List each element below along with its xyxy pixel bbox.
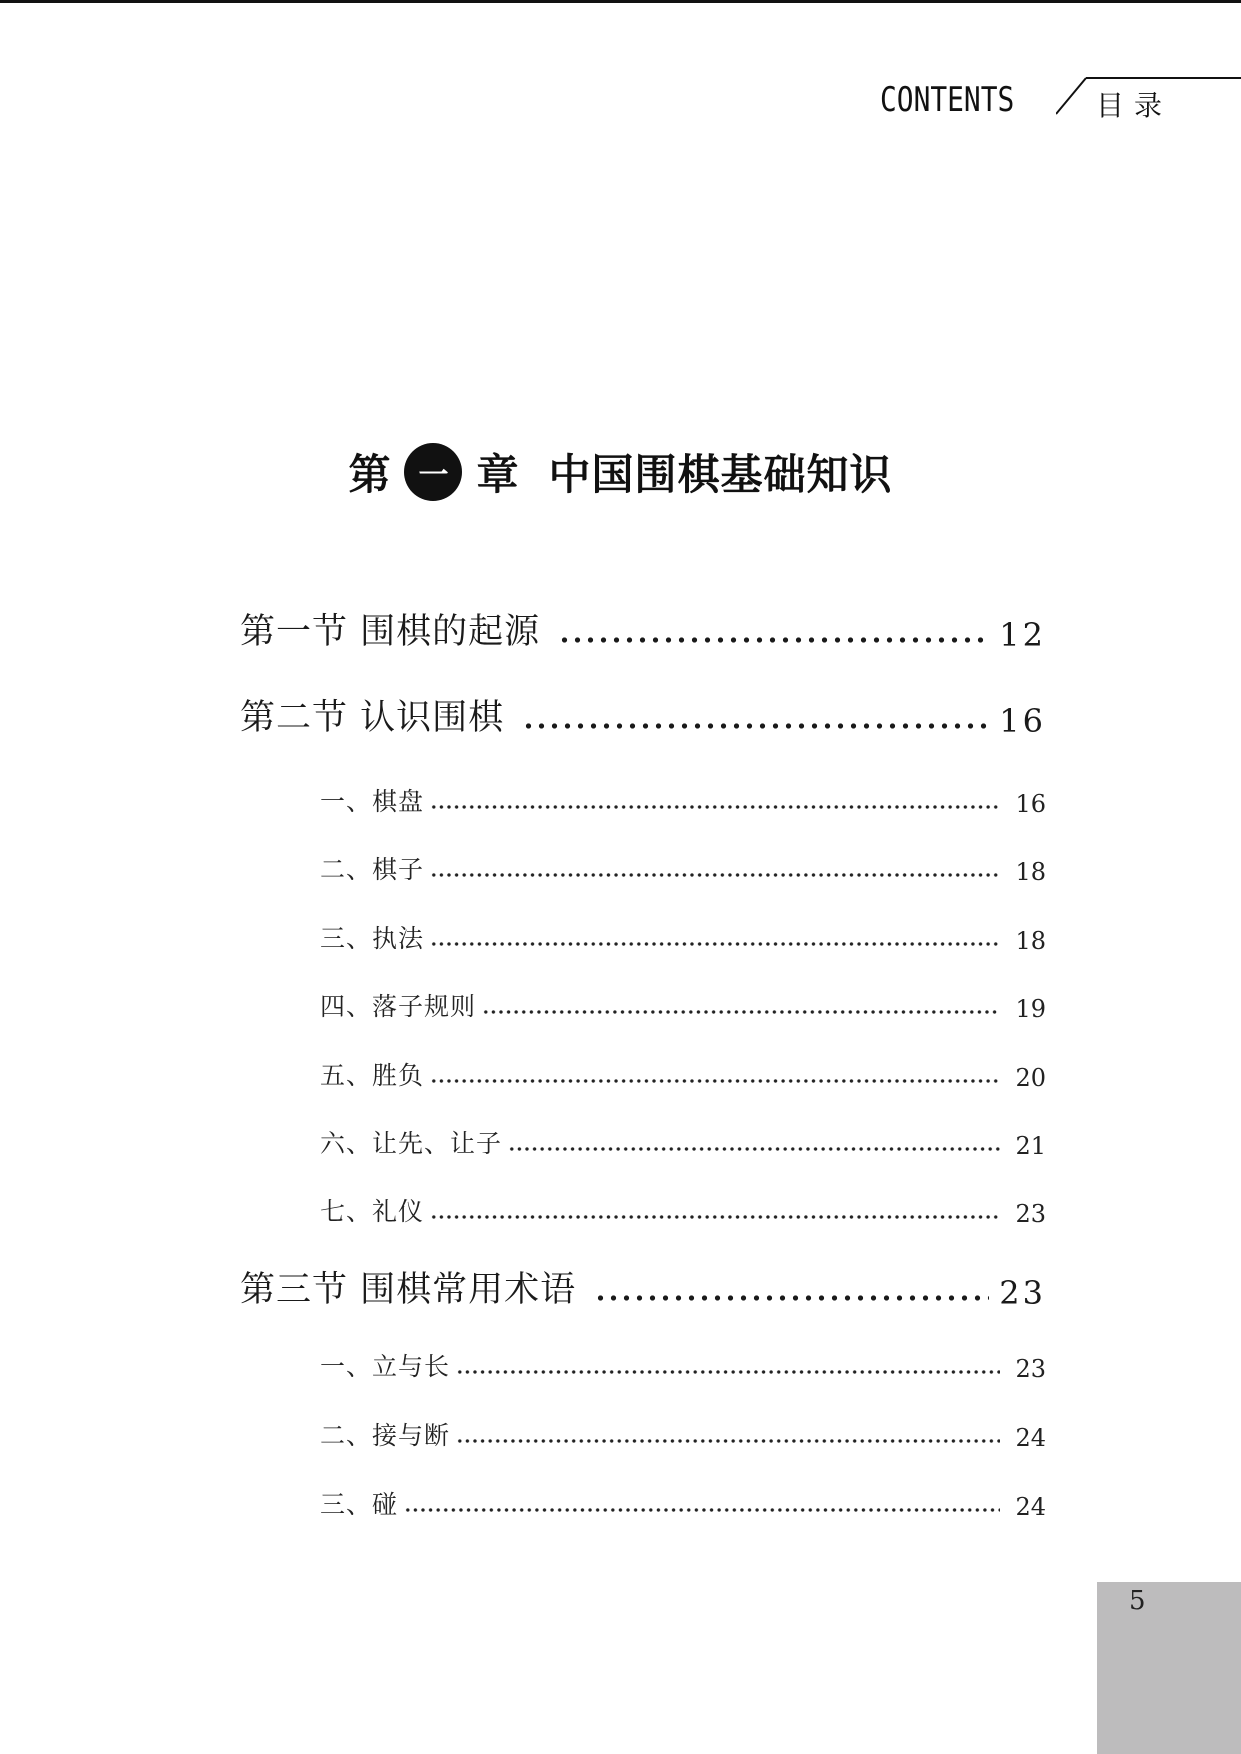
toc-entry-sub[interactable] [320, 1487, 1046, 1521]
toc-dot-leader [522, 718, 989, 734]
chapter-title: 中国围棋基础知识 [548, 450, 893, 499]
toc-entry-label: 七、礼仪 [320, 1197, 425, 1226]
toc-dot-leader [456, 1436, 1000, 1446]
toc-dot-leader [430, 939, 1000, 949]
toc-entry-label: 四、落子规则 [320, 992, 477, 1021]
toc-entry-page: 12 [999, 616, 1046, 654]
toc-entry-page: 24 [1015, 1424, 1046, 1452]
toc-dot-leader [456, 1367, 1000, 1377]
toc-entry-label: 六、让先、让子 [320, 1129, 503, 1158]
toc-entry-page: 23 [1015, 1355, 1046, 1383]
chapter-prefix: 第 [348, 450, 391, 499]
toc-entry-label: 第三节 围棋常用术语 [240, 1270, 577, 1310]
toc-entry-label: 一、棋盘 [320, 787, 425, 816]
toc-dot-leader [594, 1290, 989, 1306]
toc-entry-page: 21 [1015, 1132, 1046, 1160]
chapter-suffix: 章 [476, 450, 519, 499]
page-number-tab [1097, 1582, 1241, 1754]
toc-entry-sub[interactable] [320, 1126, 1046, 1160]
toc-dot-leader [430, 1212, 1000, 1222]
top-border-rule [0, 0, 1241, 3]
toc-entry-sub[interactable] [320, 989, 1046, 1023]
toc-entry-section[interactable] [240, 608, 1046, 654]
toc-entry-label: 第一节 围棋的起源 [240, 612, 541, 652]
toc-entry-sub[interactable] [320, 1349, 1046, 1383]
toc-entry-page: 20 [1015, 1064, 1046, 1092]
toc-dot-leader [430, 802, 1000, 812]
header-contents-cn: 目录 [1096, 89, 1173, 122]
toc-entry-label: 第二节 认识围棋 [240, 698, 505, 738]
toc-dot-leader [482, 1007, 1000, 1017]
toc-entry-sub[interactable] [320, 1194, 1046, 1228]
toc-entry-page: 18 [1015, 858, 1046, 886]
toc-entry-page: 23 [1015, 1200, 1046, 1228]
toc-entry-section[interactable] [240, 1266, 1046, 1312]
toc-entry-page: 16 [1015, 790, 1046, 818]
toc-dot-leader [430, 1076, 1000, 1086]
toc-entry-label: 三、执法 [320, 924, 425, 953]
toc-entry-label: 三、碰 [320, 1490, 399, 1519]
chapter-heading [0, 442, 1241, 512]
page-number: 5 [1129, 1586, 1146, 1616]
toc-entry-sub[interactable] [320, 784, 1046, 818]
toc-entry-page: 19 [1015, 995, 1046, 1023]
toc-entry-label: 二、接与断 [320, 1421, 451, 1450]
header-contents-en: CONTENTS [880, 80, 1015, 120]
toc-dot-leader [558, 632, 989, 648]
chapter-number-badge: 一 [404, 443, 462, 501]
toc-entry-label: 一、立与长 [320, 1352, 451, 1381]
toc-entry-page: 23 [999, 1274, 1046, 1312]
page-header [880, 76, 1241, 126]
toc-dot-leader [404, 1505, 1000, 1515]
toc-entry-label: 五、胜负 [320, 1061, 425, 1090]
toc-entry-page: 18 [1015, 927, 1046, 955]
toc-entry-page: 16 [999, 702, 1046, 740]
toc-dot-leader [508, 1144, 1000, 1154]
toc-entry-page: 24 [1015, 1493, 1046, 1521]
toc-entry-label: 二、棋子 [320, 855, 425, 884]
toc-entry-sub[interactable] [320, 921, 1046, 955]
toc-entry-sub[interactable] [320, 1058, 1046, 1092]
toc-entry-sub[interactable] [320, 1418, 1046, 1452]
toc-entry-section[interactable] [240, 694, 1046, 740]
toc-dot-leader [430, 870, 1000, 880]
toc-entry-sub[interactable] [320, 852, 1046, 886]
